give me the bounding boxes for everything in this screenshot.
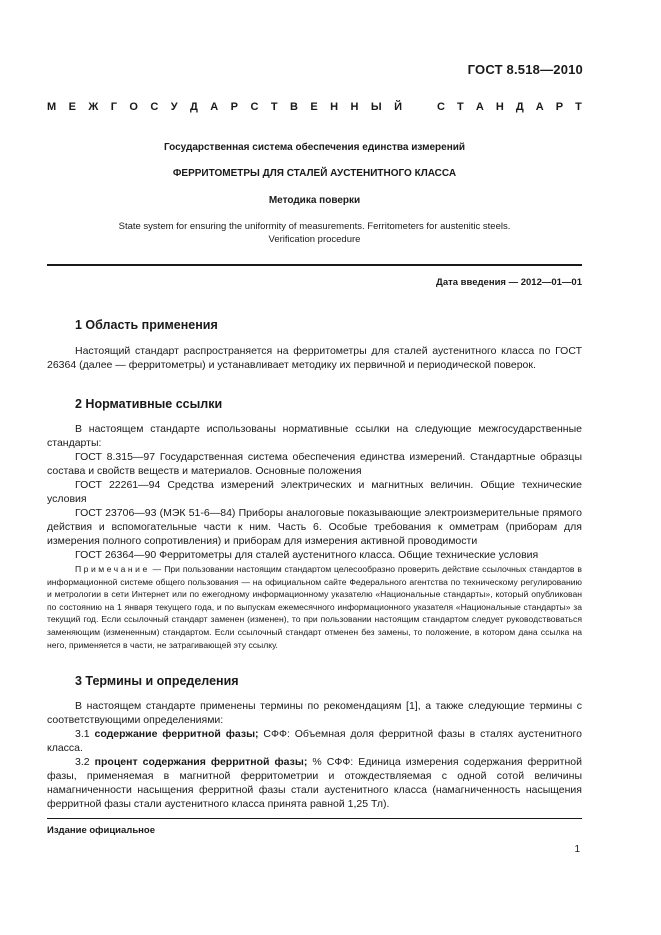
- footer-divider: [47, 818, 582, 819]
- term-definition: [47, 755, 582, 811]
- term-name: процент содержания ферритной фазы;: [94, 756, 308, 768]
- heading-letter: Т: [457, 101, 464, 113]
- section-2-heading: 2 Нормативные ссылки: [75, 397, 223, 411]
- term-number: 3.1: [75, 728, 90, 740]
- heading-letter: У: [170, 101, 178, 113]
- page-number: 1: [574, 844, 580, 855]
- section-1-text: [47, 344, 582, 372]
- section-2-body: [47, 422, 582, 562]
- heading-letter: Н: [330, 101, 339, 113]
- term-number: 3.2: [75, 756, 90, 768]
- heading-letter: Е: [68, 101, 76, 113]
- standard-word-interstate: [47, 101, 402, 113]
- heading-letter: Т: [575, 101, 582, 113]
- introduction-date: Дата введения — 2012—01—01: [436, 277, 582, 288]
- standard-type-heading: [47, 101, 582, 113]
- english-title-line1: State system for ensuring the uniformity of measurements. Ferritometers for austenitic steels.: [118, 221, 511, 232]
- heading-letter: Д: [190, 101, 198, 113]
- term-name: содержание ферритной фазы;: [94, 728, 259, 740]
- heading-letter: А: [475, 101, 484, 113]
- heading-letter: Д: [515, 101, 524, 113]
- term-definition: [47, 727, 582, 755]
- heading-letter: Е: [310, 101, 318, 113]
- section-2-intro: В настоящем стандарте использованы нормативные ссылки на следующие межгосударственные стандарты:: [47, 423, 582, 449]
- english-title-line2: Verification procedure: [268, 234, 361, 245]
- section-3-body: [47, 699, 582, 811]
- section-1-heading: 1 Область применения: [75, 318, 218, 332]
- header-divider: [47, 264, 582, 266]
- heading-letter: Ы: [370, 101, 382, 113]
- heading-letter: Т: [270, 101, 278, 113]
- document-code: ГОСТ 8.518—2010: [467, 62, 583, 77]
- heading-letter: А: [210, 101, 219, 113]
- heading-letter: М: [47, 101, 57, 113]
- heading-letter: Г: [110, 101, 117, 113]
- section-3-heading: 3 Термины и определения: [75, 674, 239, 688]
- term-text: СФФ: Объемная доля ферритной фазы в сталях аустенитного класса.: [47, 728, 582, 754]
- heading-letter: Н: [495, 101, 504, 113]
- section-3-intro: В настоящем стандарте применены термины по рекомендациям [1], а также следующие термины с соответствующими определениями:: [47, 700, 582, 726]
- heading-letter: С: [437, 101, 445, 113]
- edition-label: Издание официальное: [47, 825, 155, 836]
- note-block: [47, 563, 582, 651]
- heading-letter: Н: [350, 101, 359, 113]
- heading-letter: С: [250, 101, 259, 113]
- heading-letter: Р: [230, 101, 239, 113]
- reference-item: ГОСТ 8.315—97 Государственная система обеспечения единства измерений. Стандартные образцы состава и свойств веществ и материалов. Основные положения: [47, 451, 582, 477]
- reference-item: ГОСТ 26364—90 Ферритометры для сталей аустенитного класса. Общие технические условия: [75, 549, 539, 561]
- main-title: ФЕРРИТОМЕТРЫ ДЛЯ СТАЛЕЙ АУСТЕНИТНОГО КЛАССА: [172, 168, 457, 179]
- reference-item: ГОСТ 23706—93 (МЭК 51-6—84) Приборы аналоговые показывающие электроизмерительные прямого действия и вспомогательные части к ним. Часть 6. Особые требования к омметрам (приборам для измерения полного сопротивления) и приборам для измерения активной проводимости: [47, 507, 582, 547]
- section-1-paragraph: Настоящий стандарт распространяется на ферритометры для сталей аустенитного класса по ГОСТ 26364 (далее — ферритометры) и устанавливает методику их первичной и периодической поверок.: [47, 345, 582, 371]
- standard-word-standard: [437, 101, 582, 113]
- heading-letter: Р: [555, 101, 564, 113]
- english-title: [47, 220, 582, 246]
- reference-item: ГОСТ 22261—94 Средства измерений электрических и магнитных величин. Общие технические условия: [47, 479, 582, 505]
- heading-letter: В: [289, 101, 298, 113]
- subtitle: Методика поверки: [268, 195, 361, 206]
- heading-letter: А: [535, 101, 544, 113]
- heading-letter: С: [150, 101, 159, 113]
- heading-letter: О: [129, 101, 138, 113]
- note-text: — При пользовании настоящим стандартом целесообразно проверить действие ссылочных стандартов в информационной системе общего пользования — на официальном сайте Федерального агентства по техническому регулированию и метрологии в сети Интернет или по ежегодному информационному указателю «Национальные стандарты», который опубликован по состоянию на 1 января текущего года, и по выпускам ежемесячного информационного указателя «Национальные стандарты» за текущий год. Если ссылочный стандарт заменен (изменен), то при пользовании настоящим стандартом следует руководствоваться заменяющим (измененным) стандартом. Если ссылочный стандарт отменен без замены, то положение, в котором дана ссылка на него, применяется в части, не затрагивающей эту ссылку.: [47, 564, 582, 650]
- note-label: Примечание: [75, 564, 150, 574]
- term-text: % СФФ: Единица измерения содержания ферритной фазы, применяемая в магнитной ферритометрии и отождествляемая с одной сотой величины намагниченности насыщения ферритной фазы стали аустенитного класса (намагниченность насыщения ферритной фазы стали аустенитного класса принята равной 1,25 Тл).: [47, 756, 582, 810]
- system-title: Государственная система обеспечения единства измерений: [163, 142, 466, 153]
- heading-letter: Ж: [88, 101, 99, 113]
- heading-letter: Й: [394, 101, 402, 113]
